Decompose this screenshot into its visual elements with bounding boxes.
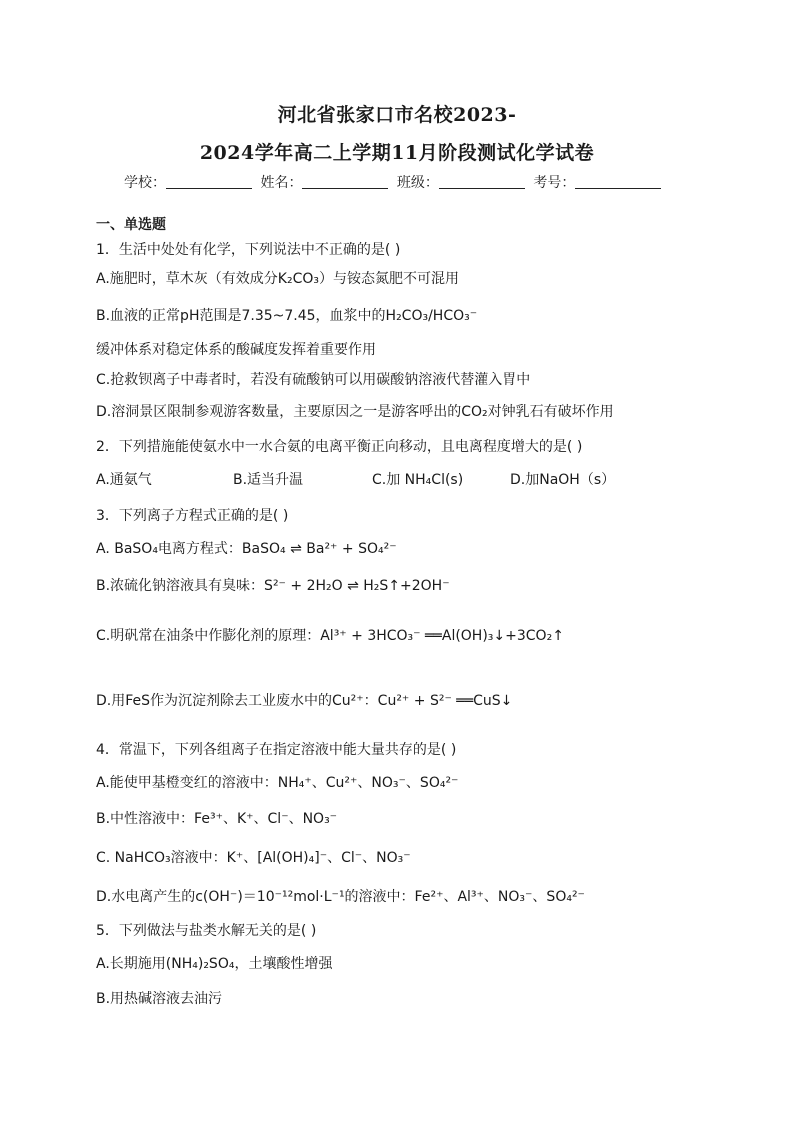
q5-stem: 5．下列做法与盐类水解无关的是( ) <box>96 923 317 939</box>
field-school-blank[interactable] <box>166 174 252 189</box>
q1-option-a: A.施肥时，草木灰（有效成分K₂CO₃）与铵态氮肥不可混用 <box>96 271 459 287</box>
q4-option-b: B.中性溶液中：Fe³⁺、K⁺、Cl⁻、NO₃⁻ <box>96 811 338 827</box>
q3-option-b: B.浓硫化钠溶液具有臭味：S²⁻ + 2H₂O ⇌ H₂S↑+2OH⁻ <box>96 578 450 594</box>
q4-option-a: A.能使甲基橙变红的溶液中：NH₄⁺、Cu²⁺、NO₃⁻、SO₄²⁻ <box>96 775 459 791</box>
field-name-blank[interactable] <box>302 174 388 189</box>
q1-option-c: C.抢救钡离子中毒者时，若没有硫酸钠可以用碳酸钠溶液代替灌入胃中 <box>96 372 531 388</box>
q3-stem: 3．下列离子方程式正确的是( ) <box>96 508 289 524</box>
section-heading: 一、单选题 <box>96 217 166 233</box>
exam-title-line2: 2024学年高二上学期11月阶段测试化学试卷 <box>199 142 595 164</box>
q2-stem: 2．下列措施能使氨水中一水合氨的电离平衡正向移动，且电离程度增大的是( ) <box>96 439 583 455</box>
q4-stem: 4．常温下，下列各组离子在指定溶液中能大量共存的是( ) <box>96 742 457 758</box>
student-info-row <box>124 172 665 192</box>
field-class-blank[interactable] <box>439 174 525 189</box>
q4-option-d: D.水电离产生的c(OH⁻)＝10⁻¹²mol·L⁻¹的溶液中：Fe²⁺、Al³⁺、NO₃⁻、SO₄²⁻ <box>96 889 585 905</box>
q1-option-b: B.血液的正常pH范围是7.35~7.45，血浆中的H₂CO₃/HCO₃⁻ <box>96 308 478 324</box>
exam-title-line1: 河北省张家口市名校2023- <box>277 104 517 126</box>
q2-option-b: B.适当升温 <box>233 472 304 488</box>
q2-option-d: D.加NaOH（s） <box>510 472 616 488</box>
q3-option-d: D.用FeS作为沉淀剂除去工业废水中的Cu²⁺：Cu²⁺ + S²⁻ ══CuS↓ <box>96 693 513 709</box>
field-name-label: 姓名： <box>260 175 303 191</box>
q1-option-b-cont: 缓冲体系对稳定体系的酸碱度发挥着重要作用 <box>96 342 376 358</box>
q5-option-b: B.用热碱溶液去油污 <box>96 991 223 1007</box>
q1-option-d: D.溶洞景区限制参观游客数量，主要原因之一是游客呼出的CO₂对钟乳石有破坏作用 <box>96 404 614 420</box>
q3-option-c: C.明矾常在油条中作膨化剂的原理：Al³⁺ + 3HCO₃⁻ ══Al(OH)₃↓+3CO₂↑ <box>96 628 564 644</box>
q3-option-a: A. BaSO₄电离方程式：BaSO₄ ⇌ Ba²⁺ + SO₄²⁻ <box>96 541 397 557</box>
q5-option-a: A.长期施用(NH₄)₂SO₄，土壤酸性增强 <box>96 956 333 972</box>
field-class-label: 班级： <box>396 175 439 191</box>
field-school-label: 学校： <box>124 175 166 191</box>
q4-option-c: C. NaHCO₃溶液中：K⁺、[Al(OH)₄]⁻、Cl⁻、NO₃⁻ <box>96 850 411 866</box>
q2-option-a: A.通氨气 <box>96 472 152 488</box>
q1-stem: 1．生活中处处有化学，下列说法中不正确的是( ) <box>96 242 401 258</box>
field-exam-no-blank[interactable] <box>575 174 661 189</box>
q2-option-c: C.加 NH₄Cl(s) <box>372 472 464 488</box>
field-exam-no-label: 考号： <box>533 175 576 191</box>
